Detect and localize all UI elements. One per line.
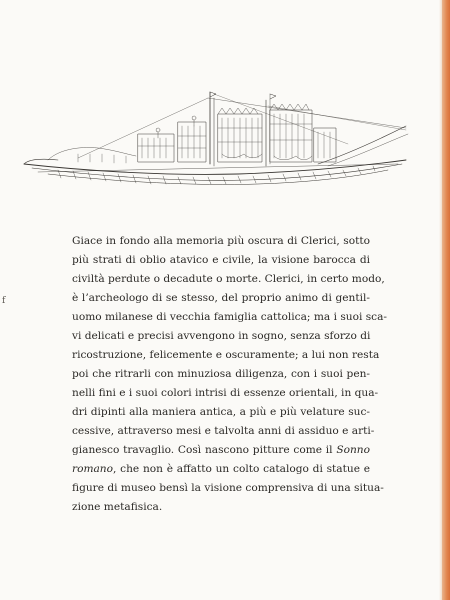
text-line-2: più strati di oblio atavico e civile, la visione barocca di bbox=[72, 254, 370, 266]
ship-drawing-illustration bbox=[18, 84, 410, 194]
text-line-4: è l’archeologo di se stesso, del proprio animo di gentil- bbox=[72, 292, 370, 304]
text-line-7: ricostruzione, felicemente e oscuramente; a lui non resta bbox=[72, 349, 380, 361]
text-line-10: dri dipinti alla maniera antica, a più e più velature suc- bbox=[72, 406, 370, 418]
margin-mark: f bbox=[2, 296, 6, 306]
text-line-9: nelli fini e i suoi colori intrisi di essenze orientali, in qua- bbox=[72, 387, 379, 399]
text-line-6: vi delicati e precisi avvengono in sogno, senza sforzo di bbox=[72, 330, 371, 342]
text-line-1: Giace in fondo alla memoria più oscura di Clerici, sotto bbox=[72, 235, 370, 247]
body-text-paragraph bbox=[72, 232, 388, 517]
adjacent-page-edge bbox=[442, 0, 450, 600]
text-line-15: zione metafisica. bbox=[72, 501, 163, 513]
text-line-3: civiltà perdute o decadute o morte. Clerici, in certo modo, bbox=[72, 273, 385, 285]
text-line-14: figure di museo bensì la visione comprensiva di una situa- bbox=[72, 482, 384, 494]
text-line-13-rest: , che non è affatto un colto catalogo di statue e bbox=[113, 463, 370, 475]
text-line-5: uomo milanese di vecchia famiglia cattolica; ma i suoi sca- bbox=[72, 311, 388, 323]
text-line-12-start: gianesco travaglio. Così nascono pitture come il bbox=[72, 444, 333, 456]
text-line-11: cessive, attraverso mesi e talvolta anni di assiduo e arti- bbox=[72, 425, 375, 437]
artwork-title-romano: romano bbox=[72, 463, 114, 475]
text-line-13 bbox=[72, 460, 370, 479]
text-line-8: poi che ritrarli con minuziosa diligenza, con i suoi pen- bbox=[72, 368, 370, 380]
artwork-title-sonno: Sonno bbox=[336, 444, 370, 456]
text-line-12 bbox=[72, 441, 370, 460]
